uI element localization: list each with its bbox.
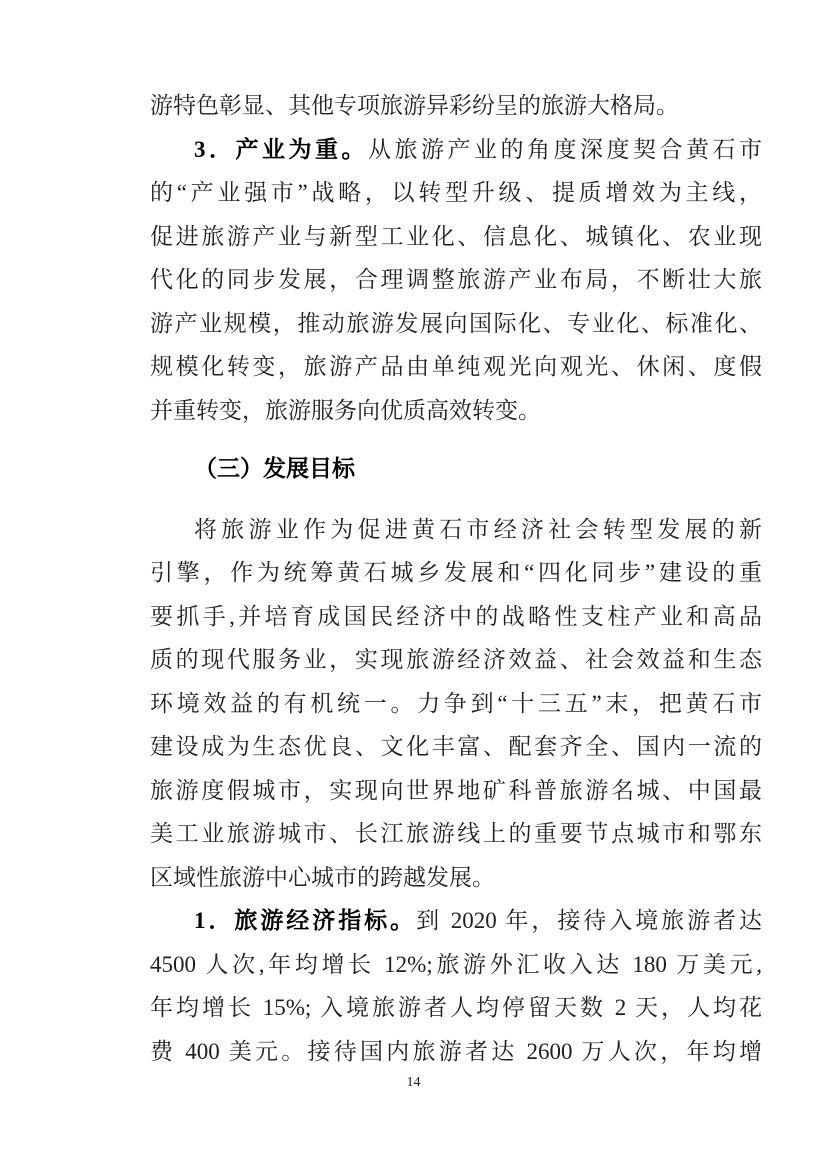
bold-run: 1．旅游经济指标。: [194, 908, 417, 933]
body-line: 的“产业强市”战略，以转型升级、提质增效为主线，: [150, 180, 762, 205]
section-heading: （三）发展目标: [194, 456, 355, 481]
body-line: 环境效益的有机统一。力争到“十三五”末，把黄石市: [150, 690, 762, 716]
body-line: 费 400 美元。接待国内旅游者达 2600 万人次，年均增: [150, 1038, 762, 1064]
body-line: 4500 人次,年均增长 12%;旅游外汇收入达 180 万美元,: [150, 951, 762, 977]
bold-run: 3．产业为重。: [194, 136, 368, 162]
body-line: 引擎，作为统筹黄石城乡发展和“四化同步”建设的重: [150, 560, 762, 585]
body-line: [150, 128, 762, 172]
text-run: 从旅游产业的角度深度契合黄石市: [368, 136, 762, 162]
body-line: 质的现代服务业，实现旅游经济效益、社会效益和生态: [150, 647, 762, 672]
body-line: [150, 899, 762, 943]
body-line: 美工业旅游城市、长江旅游线上的重要节点城市和鄂东: [150, 821, 762, 846]
body-line: 促进旅游产业与新型工业化、信息化、城镇化、农业现: [150, 223, 762, 249]
text-run: 到 2020 年，接待入境旅游者达: [416, 908, 763, 933]
body-line: 规模化转变，旅游产品由单纯观光向观光、休闲、度假: [150, 354, 762, 379]
body-line: 并重转变，旅游服务向优质高效转变。: [150, 397, 541, 423]
body-line: 将旅游业作为促进黄石市经济社会转型发展的新: [194, 516, 762, 542]
page-number: 14: [406, 1075, 421, 1090]
body-line: 年均增长 15%; 入境旅游者人均停留天数 2 天，人均花: [150, 995, 762, 1020]
body-line: 要抓手,并培育成国民经济中的战略性支柱产业和高品: [150, 603, 762, 629]
body-line: 区域性旅游中心城市的跨越发展。: [150, 864, 495, 890]
body-line: 建设成为生态优良、文化丰富、配套齐全、国内一流的: [150, 734, 762, 759]
body-line: 代化的同步发展，合理调整旅游产业布局，不断壮大旅: [150, 267, 762, 292]
body-line: 游特色彰显、其他专项旅游异彩纷呈的旅游大格局。: [150, 93, 679, 118]
body-line: 游产业规模，推动旅游发展向国际化、专业化、标准化、: [150, 310, 762, 336]
body-line: 旅游度假城市，实现向世界地矿科普旅游名城、中国最: [150, 777, 762, 803]
